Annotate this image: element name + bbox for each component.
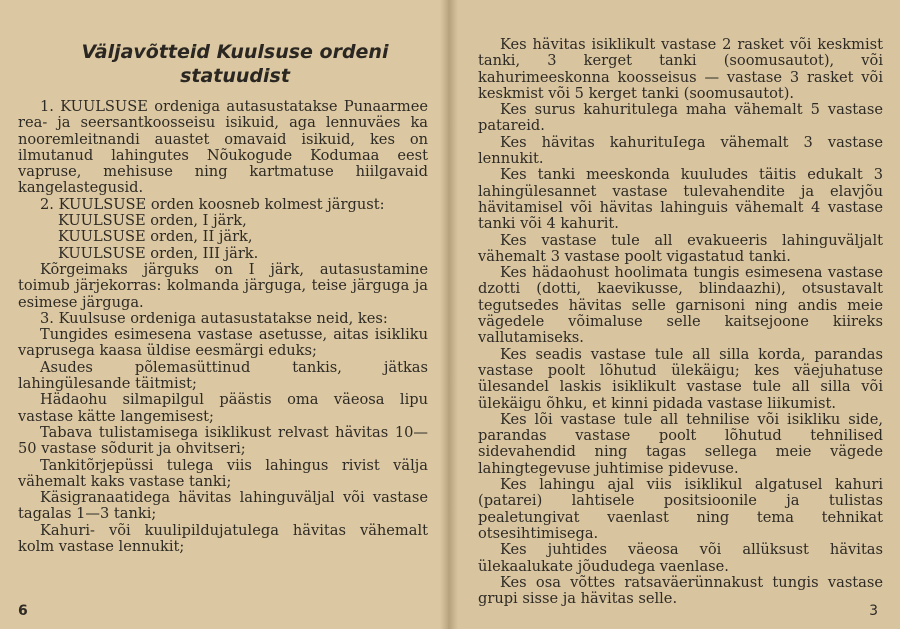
rank-item: KUULSUSE orden, I järk, bbox=[58, 212, 247, 230]
criterion-item: Kes surus kahuritulega maha vähemalt 5 vastase patareid. bbox=[478, 101, 883, 135]
criterion-item: Kahuri- või kuulipildujatulega hävitas vähemalt kolm vastase lennukit; bbox=[18, 521, 428, 556]
criterion-item: Kes lõi vastase tule all tehnilise või isikliku side, parandas vastase poolt lõhutud tehnilised sidevahendid ning tagas sellega meie vägede lahingtegevuse juhtimise pidevuse. bbox=[478, 410, 883, 477]
criterion-item: Kes seadis vastase tule all silla korda, parandas vastase poolt lõhutud ülekäigu; kes väejuhatuse ülesandel laskis isiklikult vastase tule all silla või ülekäigu õhku, et kinni pidada vastase liikumist. bbox=[478, 345, 883, 412]
criterion-item: Kes hävitas kahurituIega vähemalt 3 vastase lennukit. bbox=[478, 133, 883, 168]
title-line-1: Väljavõtteid Kuulsuse ordeni bbox=[81, 41, 389, 63]
criterion-item: Tankitõrjepüssi tulega viis lahingus rivist välja vähemalt kaks vastase tanki; bbox=[18, 456, 428, 490]
page-number-right: 3 bbox=[869, 603, 878, 619]
paragraph-2: 2. KUULSUSE orden koosneb kolmest järgust: bbox=[40, 195, 385, 213]
criterion-item: Kes tanki meeskonda kuuludes täitis edukalt 3 lahingülesannet vastase tulevahendite ja elavjõu hävitamisel või hävitas lahinguis vähemalt 4 vastase tanki või 4 kahurit. bbox=[478, 166, 883, 233]
title-line-2: statuudist bbox=[180, 65, 290, 87]
paragraph-1: 1. KUULSUSE ordeniga autasustatakse Punaarmee rea- ja seersantkoosseisu isikuid, aga lennuväes ka nooremleitnandi auastet omavaid isikuid, kes on ilmutanud lahingutes Nõukogude Kodumaa eest vapruse, mehisuse ning kartmatuse hiilgavaid kangelastegusid. bbox=[18, 98, 428, 197]
criterion-item: Asudes põlemasüttinud tankis, jätkas lahingülesande täitmist; bbox=[18, 358, 428, 393]
right-page bbox=[448, 0, 900, 629]
criterion-item: Tabava tulistamisega isiklikust relvast hävitas 10—50 vastase sõdurit ja ohvitseri; bbox=[18, 423, 428, 458]
criterion-item: Kes juhtides väeosa või allüksust hävitas ülekaalukate jõududega vaenlase. bbox=[478, 541, 883, 575]
criterion-item: Kes hädaohust hoolimata tungis esimesena vastase dzotti (dotti, kaevikusse, blindaazhi), otsustavalt tegutsedes hävitas selle garnisoni ning andis meie vägedele võimaluse selle kaitsejoone kiireks vallutamiseks. bbox=[478, 264, 883, 347]
left-page-body bbox=[18, 99, 428, 555]
page-number-left: 6 bbox=[18, 603, 28, 619]
page-title bbox=[60, 40, 410, 88]
criterion-item: Kes hävitas isiklikult vastase 2 rasket või keskmist tanki, 3 kerget tanki (soomusautot), või kahurimeeskonna koosseisus — vastase 3 rasket või keskmist või 5 kerget tanki (soomusautot). bbox=[478, 36, 883, 102]
rank-list bbox=[18, 213, 428, 262]
criterion-item: Kes osa võttes ratsaväerünnakust tungis vastase grupi sisse ja hävitas selle. bbox=[478, 573, 883, 608]
criterion-item: Hädaohu silmapilgul päästis oma väeosa lipu vastase kätte langemisest; bbox=[18, 391, 428, 425]
right-page-body bbox=[478, 37, 883, 607]
paragraph-4: 3. Kuulsuse ordeniga autasustatakse neid, kes: bbox=[40, 309, 388, 327]
left-page bbox=[0, 0, 448, 629]
criterion-item: Kes vastase tule all evakueeris lahinguväljalt vähemalt 3 vastase poolt vigastatud tanki. bbox=[478, 231, 883, 265]
rank-item: KUULSUSE orden, III järk. bbox=[58, 244, 259, 262]
rank-item: KUULSUSE orden, II järk, bbox=[58, 228, 253, 246]
criterion-item: Kes lahingu ajal viis isiklikul algatusel kahuri (patarei) lahtisele positsioonile ja tulistas pealetungivat vaenlast ning tema tehnikat otsesihtimisega. bbox=[478, 476, 883, 542]
criterion-item: Tungides esimesena vastase asetusse, aitas isikliku vaprusega kaasa üldise eesmärgi eduks; bbox=[18, 326, 428, 360]
page-gutter bbox=[440, 0, 458, 629]
paragraph-3: Kõrgeimaks järguks on I järk, autasustamine toimub järjekorras: kolmanda järguga, teise järguga ja esimese järguga. bbox=[18, 260, 428, 311]
criterion-item: Käsigranaatidega hävitas lahinguväljal või vastase tagalas 1—3 tanki; bbox=[18, 489, 428, 523]
